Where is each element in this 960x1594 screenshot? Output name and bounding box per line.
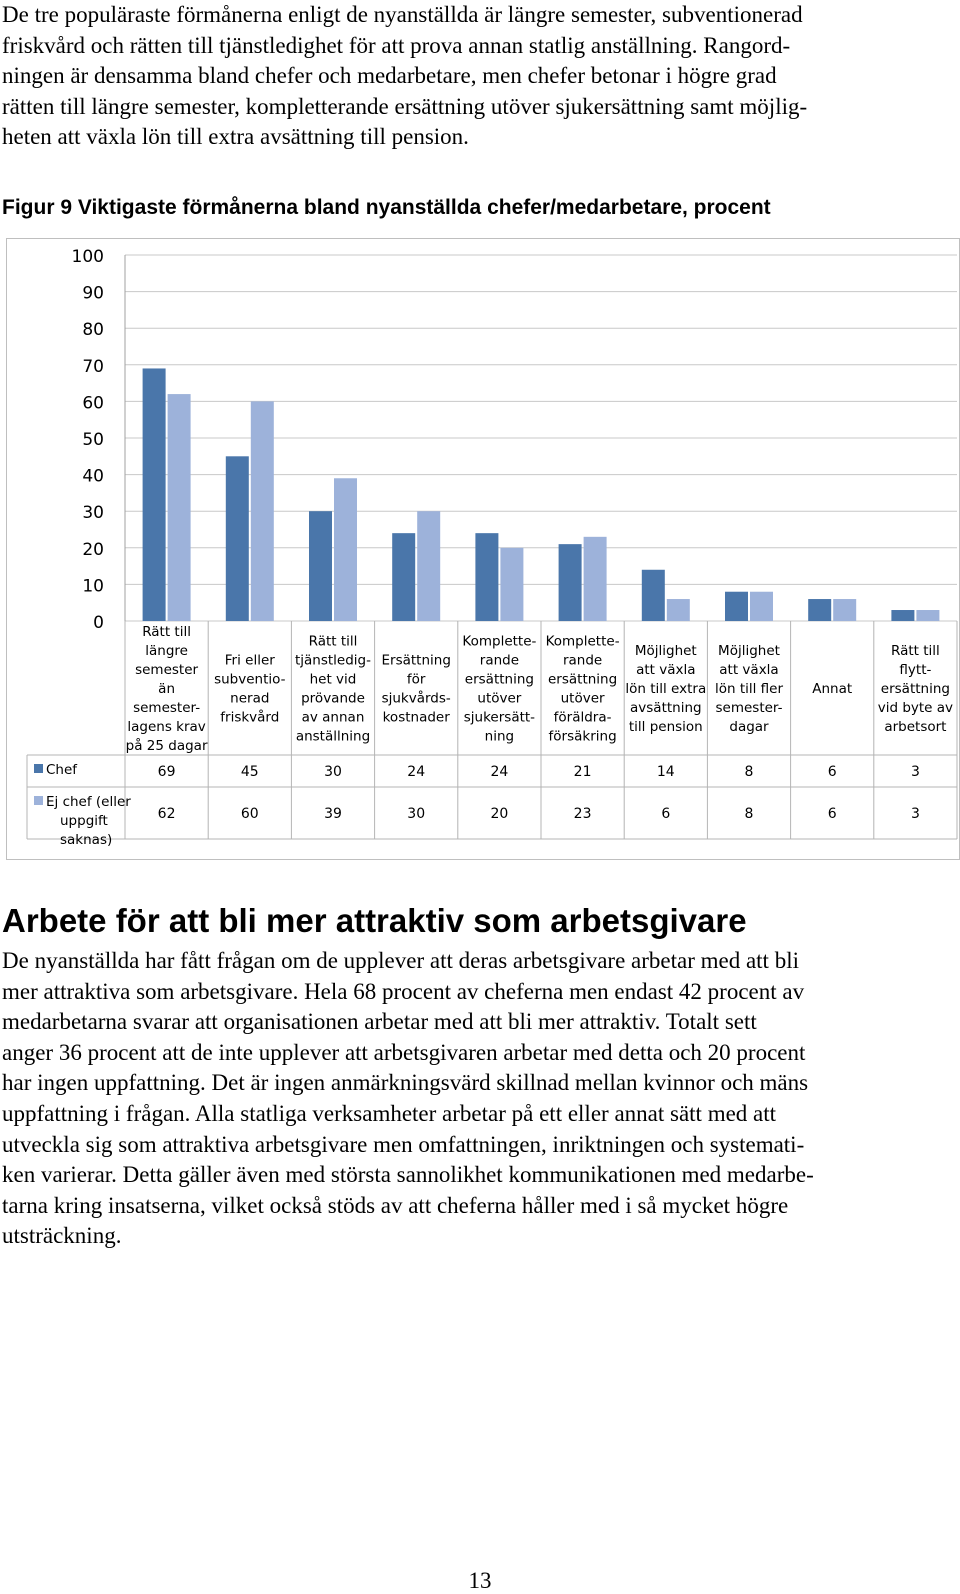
table-value: 6: [661, 806, 671, 822]
table-value: 24: [407, 764, 426, 780]
table-value: 39: [324, 806, 342, 822]
category-label: lön till extra: [625, 681, 707, 697]
section-line: De nyanställda har fått frågan om de upplever att deras arbetsgivare arbetar med att bli: [2, 948, 799, 973]
bar-ej-chef: [667, 599, 690, 621]
bar-chef: [725, 592, 748, 621]
category-label: att växla: [636, 662, 696, 678]
category-label: utöver: [477, 690, 522, 707]
bar-ej-chef: [251, 401, 274, 621]
category-label: för: [406, 671, 426, 688]
category-label: till pension: [628, 719, 703, 735]
category-label: sjukersätt-: [463, 709, 536, 726]
bar-ej-chef: [334, 478, 357, 621]
table-value: 6: [827, 806, 837, 822]
section-line: mer attraktiva som arbetsgivare. Hela 68 procent av cheferna men endast 42 procent av: [2, 978, 805, 1004]
y-tick-label: 30: [82, 503, 104, 524]
category-label: Rätt till: [142, 624, 191, 640]
section-line: tarna kring insatserna, vilket också stöds av att cheferna håller med i så mycket högre: [2, 1192, 789, 1218]
bar-chef: [392, 533, 415, 621]
category-label: Ersättning: [381, 652, 451, 669]
table-value: 62: [157, 806, 176, 822]
table-value: 8: [744, 806, 754, 822]
category-label: rande: [562, 652, 603, 669]
y-tick-label: 100: [71, 247, 104, 267]
y-tick-label: 10: [82, 576, 104, 597]
category-label: än: [158, 681, 176, 697]
category-label: Fri eller: [224, 652, 275, 669]
bar-ej-chef: [916, 610, 939, 621]
bar-chef: [226, 456, 249, 621]
category-label: lön till fler: [714, 681, 784, 697]
bar-ej-chef: [584, 537, 607, 621]
legend-label: saknas): [60, 832, 113, 848]
table-value: 8: [744, 764, 754, 780]
category-label: friskvård: [220, 709, 280, 726]
bar-chef: [642, 570, 665, 621]
section-paragraph: [2, 946, 952, 1252]
y-tick-label: 20: [82, 539, 104, 560]
y-tick-label: 80: [82, 320, 104, 341]
legend-label: Ej chef (eller: [46, 794, 131, 810]
intro-paragraph: [2, 0, 952, 153]
category-label: utöver: [560, 690, 605, 707]
category-label: vid byte av: [877, 700, 954, 716]
category-label: semester-: [133, 700, 201, 716]
category-label: Möjlighet: [718, 643, 780, 659]
bar-chef: [891, 610, 914, 621]
section-line: ken varierar. Detta gäller även med största sannolikhet kommunikationen med medarbe-: [2, 1162, 814, 1188]
category-label: kostnader: [382, 709, 450, 726]
category-label: föräldra-: [553, 709, 612, 726]
category-label: sjukvårds-: [381, 690, 451, 707]
bar-ej-chef: [750, 592, 773, 621]
category-label: anställning: [295, 728, 371, 745]
intro-line: heten att växla lön till extra avsättning till pension.: [2, 124, 469, 150]
section-line: utveckla sig som attraktiva arbetsgivare men omfattningen, inriktningen och systemati-: [2, 1131, 805, 1157]
category-label: arbetsort: [884, 719, 947, 735]
bar-chef: [143, 368, 166, 621]
table-value: 69: [157, 764, 176, 780]
category-label: ning: [484, 728, 515, 745]
table-value: 60: [240, 806, 259, 822]
category-label: rande: [479, 652, 520, 669]
category-label: semester: [135, 662, 199, 678]
category-label: Komplette-: [545, 633, 620, 650]
table-value: 21: [573, 764, 592, 780]
table-value: 3: [910, 806, 920, 822]
table-value: 30: [407, 806, 426, 822]
category-label: längre: [145, 643, 188, 659]
bar-ej-chef: [833, 599, 856, 621]
category-label: het vid: [309, 671, 357, 688]
section-line: anger 36 procent att de inte upplever att arbetsgivaren arbetar med detta och 20 procent: [2, 1039, 806, 1065]
intro-line: friskvård och rätten till tjänstledighet för att prova annan statlig anställning. Rangord-: [2, 32, 791, 58]
bar-chef: [559, 544, 582, 621]
y-tick-label: 90: [82, 283, 104, 304]
legend-swatch: [34, 796, 43, 805]
bar-chart: [7, 239, 959, 859]
table-value: 45: [240, 764, 259, 780]
category-label: Komplette-: [462, 633, 537, 650]
bar-chef: [808, 599, 831, 621]
table-value: 20: [490, 806, 509, 822]
table-value: 23: [573, 806, 592, 822]
category-label: på 25 dagar: [125, 738, 208, 754]
category-label: ersättning: [464, 671, 534, 688]
category-label: dagar: [729, 719, 769, 735]
figure-caption: Figur 9 Viktigaste förmånerna bland nyanställda chefer/medarbetare, procent: [2, 196, 771, 219]
category-label: flytt-: [899, 662, 932, 678]
table-value: 30: [324, 764, 342, 780]
category-label: ersättning: [548, 671, 618, 688]
category-label: Annat: [812, 681, 853, 697]
table-value: 14: [656, 764, 675, 780]
page-number: 13: [468, 1568, 492, 1593]
bar-chef: [475, 533, 498, 621]
legend-swatch: [34, 764, 43, 773]
category-label: ersättning: [880, 681, 950, 697]
section-line: utsträckning.: [2, 1223, 122, 1249]
bar-chef: [309, 511, 332, 621]
y-tick-label: 40: [82, 466, 104, 487]
bar-ej-chef: [168, 394, 191, 621]
y-tick-label: 0: [93, 613, 104, 633]
section-line: medarbetarna svarar att organisationen arbetar med att bli mer attraktiv. Totalt sett: [2, 1009, 757, 1035]
y-tick-label: 70: [82, 356, 104, 377]
section-heading: Arbete för att bli mer attraktiv som arbetsgivare: [2, 902, 747, 939]
section-line: har ingen uppfattning. Det är ingen anmärkningsvärd skillnad mellan kvinnor och mäns: [2, 1070, 809, 1096]
category-label: semester-: [715, 700, 783, 716]
intro-line: rätten till längre semester, kompletterande ersättning utöver sjukersättning samt möjlig-: [2, 93, 808, 119]
category-label: lagens krav: [127, 719, 206, 735]
category-label: att växla: [719, 662, 779, 678]
bar-ej-chef: [417, 511, 440, 621]
category-label: nerad: [230, 690, 270, 707]
intro-line: ningen är densamma bland chefer och medarbetare, men chefer betonar i högre grad: [2, 63, 777, 89]
category-label: prövande: [301, 690, 365, 707]
table-value: 6: [827, 764, 837, 780]
category-label: tjänstledig-: [294, 652, 372, 669]
category-label: av annan: [301, 709, 365, 726]
category-label: Möjlighet: [634, 643, 697, 659]
category-label: försäkring: [548, 728, 617, 745]
category-label: Rätt till: [308, 633, 358, 650]
category-label: subventio-: [214, 671, 286, 688]
category-label: Rätt till: [891, 643, 940, 659]
table-value: 24: [490, 764, 509, 780]
legend-label: Chef: [46, 762, 78, 778]
legend-label: uppgift: [60, 813, 108, 829]
intro-line: De tre populäraste förmånerna enligt de nyanställda är längre semester, subventionerad: [2, 2, 803, 27]
section-line: uppfattning i frågan. Alla statliga verksamheter arbetar på ett eller annat sätt med att: [2, 1100, 777, 1126]
y-tick-label: 60: [82, 393, 104, 414]
category-label: avsättning: [630, 700, 702, 716]
chart-frame: [6, 238, 960, 860]
table-value: 3: [910, 764, 920, 780]
bar-ej-chef: [500, 548, 523, 621]
y-tick-label: 50: [82, 430, 104, 450]
